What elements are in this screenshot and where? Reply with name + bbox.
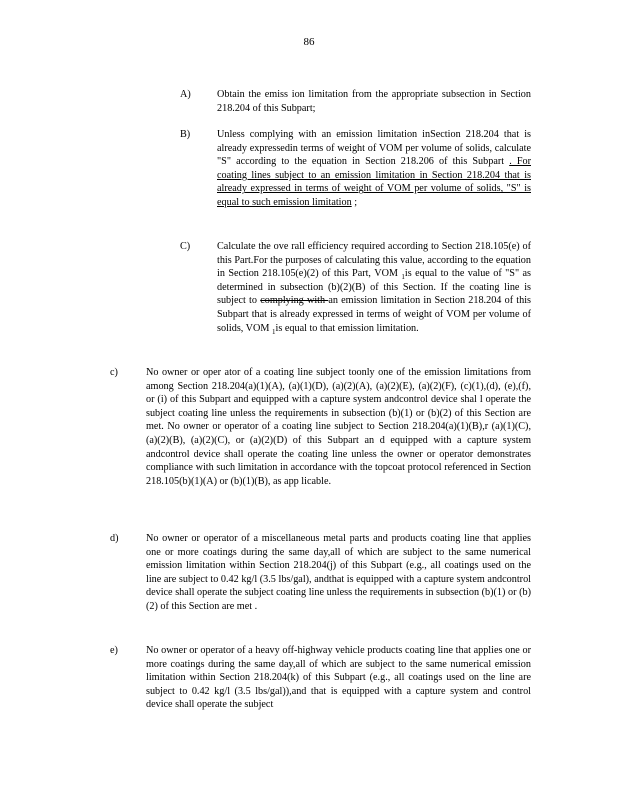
paragraph-label: e)	[110, 645, 118, 656]
paragraph-label: d)	[110, 533, 119, 544]
subitem-label: A)	[180, 89, 191, 100]
subitem-text	[217, 128, 531, 210]
subscript: 1	[272, 327, 276, 336]
text-run: is equal to the value of "S" as determined in subsection (b)(2)(B) of this Section. If the coating line is subject to	[217, 268, 531, 307]
text-run: Obtain the emiss ion limitation from the appropriate subsection in Section 218.204 of this Subpart;	[217, 89, 531, 114]
paragraph-label: c)	[110, 367, 118, 378]
page-number: 86	[303, 36, 315, 48]
text-run: Calculate the ove rall efficiency required according to Section 218.105(e) of this Part.For the purposes of calculating this value, according to the equation in Section 218.105(e)(2) of this Part, VOM	[217, 241, 531, 280]
subitem-label: B)	[180, 129, 191, 140]
deleted-text: complying with	[260, 295, 329, 307]
paragraph-text: No owner or oper ator of a coating line subject toonly one of the emission limitations from among Section 218.204(a)(1)(A), (a)(1)(D), (a)(2)(A), (a)(2)(E), (a)(2)(F), (c)(1),(d), (e),(f), or (i) of this Subpart and equipped with a capture system andcontrol device shal l operate the subject coating line unless the requirements in subsection (b)(1) or (b)(2) of this Section are met. No owner or operator of a coating line subject to Section 218.204(a)(1)(B),r (a)(1)(C), (a)(2)(B), (a)(2)(C), or (a)(2)(D) of this Subpart an d equipped with a capture system andcontrol device shall operate the coating line unless the owner or operator demonstrates compliance with such limitation in accordance with the topcoat protocol referenced in Section 218.105(b)(1)(A) or (b)(1)(B), as app licable.	[146, 367, 531, 487]
text-run: Unless complying with an emission limitation inSection 218.204 that is already expressedin terms of weight of VOM per volume of solids, calculate "S" according to the equation in Section 218.206 of this Subpart	[217, 129, 531, 168]
inserted-text: . For coating lines subject to an emission limitation in Section 218.204 that is already expressed in terms of weight of VOM per volume of solids, "S" is equal to such emission limitation	[217, 156, 531, 208]
subitem-text	[217, 88, 531, 115]
text-run: an emission limitation in Section 218.204 of this Subpart that is already expressed in terms of weight of VOM per volume of solids, VOM	[217, 295, 532, 334]
text-run: ;	[351, 196, 358, 208]
subitem-text	[217, 240, 531, 335]
subscript: 1	[401, 273, 405, 282]
paragraph-text: No owner or operator of a miscellaneous metal parts and products coating line that applies one or more coatings during the same day,all of which are subject to the same numerical emission limitation within Section 218.204(j) of this Subpart (e.g., all coatings used on the line are subject to 0.42 kg/l (3.5 lbs/gal), andthat is equipped with a capture system andcontrol device shall operate the subject coating line unless the requirements in subsection (b)(1) or (b)(2) of this Section are met .	[146, 533, 531, 612]
paragraph-text: No owner or operator of a heavy off-highway vehicle products coating line that applies one or more coatings during the same day,all of which are subject to the same numerical emission limitation within Section 218.204(k) of this Subpart (e.g., all coatings used on the line are subject to 0.42 kg/l (3.5 lbs/gal)),and that is equipped with a capture system and control device shall operate the subject	[146, 645, 531, 711]
text-run: is equal to that emission limitation.	[275, 322, 419, 334]
subitem-label: C)	[180, 241, 191, 252]
